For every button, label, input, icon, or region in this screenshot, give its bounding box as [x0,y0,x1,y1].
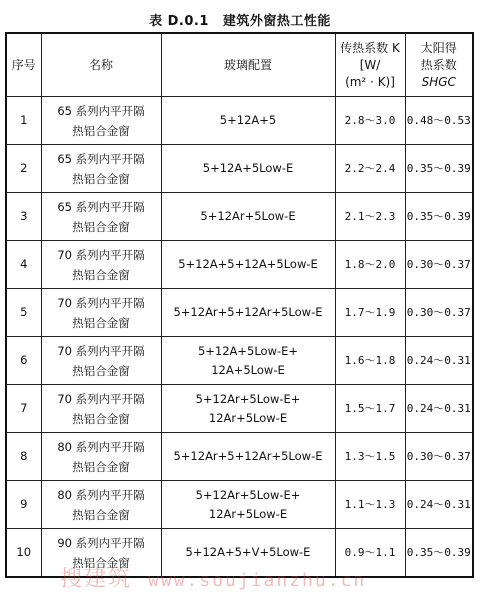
header-shgc [405,33,473,97]
row-glass [161,433,335,481]
row-k-value: 2.2～2.4 [335,145,405,193]
header-shgc-line2: 热系数 [420,57,457,72]
row-glass-line1: 5+12Ar+5+12Ar+5Low-E [173,449,323,463]
watermark-url: www.soujianzhu.cn [148,570,367,591]
table-title [0,10,480,29]
row-k-value: 2.8～3.0 [335,97,405,145]
row-shgc-value: 0.35～0.39 [405,193,473,241]
row-glass-line2: 12A+5Low-E [211,362,285,377]
row-name-line2: 热铝合金窗 [72,507,130,522]
row-glass-line1: 5+12Ar+5Low-E [200,209,296,223]
row-name-line2: 热铝合金窗 [72,555,130,570]
row-name [41,337,161,385]
row-name-line1: 70 系列内平开隔 [57,295,145,310]
row-k-value: 1.3～1.5 [335,433,405,481]
row-seq: 5 [6,289,41,337]
row-name-line2: 热铝合金窗 [72,267,130,282]
row-name [41,241,161,289]
header-k-line2: [W/ [359,57,381,72]
row-name-line1: 65 系列内平开隔 [57,151,145,166]
row-glass-line1: 5+12A+5+V+5Low-E [185,545,311,559]
row-name-line2: 热铝合金窗 [72,315,130,330]
table-row [6,385,473,433]
row-shgc-value: 0.24～0.31 [405,337,473,385]
row-glass-line1: 5+12Ar+5+12Ar+5Low-E [173,305,323,319]
row-glass-line1: 5+12Ar+5Low-E+ [195,487,301,502]
row-name-line1: 80 系列内平开隔 [57,439,145,454]
header-k [335,33,405,97]
row-name [41,289,161,337]
row-name [41,481,161,529]
header-glass: 玻璃配置 [161,33,335,97]
table-row [6,193,473,241]
row-name-line2: 热铝合金窗 [72,363,130,378]
row-glass [161,145,335,193]
row-name [41,385,161,433]
row-glass [161,385,335,433]
row-name [41,433,161,481]
row-k-value: 1.5～1.7 [335,385,405,433]
header-row [6,33,473,97]
row-k-value: 1.6～1.8 [335,337,405,385]
table-row [6,433,473,481]
row-shgc-value: 0.35～0.39 [405,529,473,578]
row-seq: 10 [6,529,41,578]
row-glass-line1: 5+12A+5 [219,113,277,127]
header-k-line1: 传热系数 K [340,40,400,55]
row-glass-line1: 5+12A+5Low-E+ [197,343,299,358]
row-k-value: 1.8～2.0 [335,241,405,289]
row-glass [161,481,335,529]
row-shgc-value: 0.30～0.37 [405,289,473,337]
row-name-line1: 65 系列内平开隔 [57,103,145,118]
row-k-value: 2.1～2.3 [335,193,405,241]
row-seq: 3 [6,193,41,241]
row-k-value: 0.9～1.1 [335,529,405,578]
table-row [6,145,473,193]
row-glass-line2: 12Ar+5Low-E [208,410,288,425]
table-number: 表 D.0.1 [149,14,209,29]
row-name-line2: 热铝合金窗 [72,219,130,234]
row-shgc-value: 0.24～0.31 [405,385,473,433]
row-name-line2: 热铝合金窗 [72,411,130,426]
thermal-performance-table [5,32,474,578]
row-k-value: 1.7～1.9 [335,289,405,337]
row-glass-line1: 5+12A+5+12A+5Low-E [178,257,318,271]
row-k-value: 1.1～1.3 [335,481,405,529]
table-body [6,97,473,578]
row-shgc-value: 0.35～0.39 [405,145,473,193]
table-row [6,289,473,337]
row-glass [161,97,335,145]
row-shgc-value: 0.30～0.37 [405,241,473,289]
row-seq: 8 [6,433,41,481]
row-glass-line1: 5+12Ar+5Low-E+ [195,391,301,406]
row-name-line1: 65 系列内平开隔 [57,199,145,214]
row-name-line1: 80 系列内平开隔 [57,487,145,502]
row-shgc-value: 0.24～0.31 [405,481,473,529]
row-glass [161,337,335,385]
table-row [6,337,473,385]
header-shgc-line3: SHGC [421,74,456,89]
row-seq: 9 [6,481,41,529]
row-shgc-value: 0.48～0.53 [405,97,473,145]
row-seq: 1 [6,97,41,145]
header-name: 名称 [41,33,161,97]
row-glass-line2: 12Ar+5Low-E [208,506,288,521]
row-glass-line1: 5+12A+5Low-E [202,161,294,175]
watermark [60,562,480,593]
row-name [41,193,161,241]
row-name-line2: 热铝合金窗 [72,123,130,138]
row-name-line1: 90 系列内平开隔 [57,535,145,550]
header-k-line3: (m² · K)] [345,74,395,89]
header-shgc-line1: 太阳得 [420,40,457,55]
watermark-cn: 搜建筑 [60,567,133,592]
table-title-text: 建筑外窗热工性能 [222,14,331,29]
row-shgc-value: 0.30～0.37 [405,433,473,481]
row-name-line2: 热铝合金窗 [72,171,130,186]
row-name-line1: 70 系列内平开隔 [57,247,145,262]
row-seq: 2 [6,145,41,193]
row-name-line2: 热铝合金窗 [72,459,130,474]
row-name-line1: 70 系列内平开隔 [57,391,145,406]
row-name [41,97,161,145]
header-seq: 序号 [6,33,41,97]
row-name [41,145,161,193]
table-row [6,97,473,145]
row-glass [161,289,335,337]
row-seq: 4 [6,241,41,289]
table-row [6,481,473,529]
row-glass [161,193,335,241]
row-seq: 7 [6,385,41,433]
row-name-line1: 70 系列内平开隔 [57,343,145,358]
table-row [6,241,473,289]
row-glass [161,241,335,289]
row-seq: 6 [6,337,41,385]
